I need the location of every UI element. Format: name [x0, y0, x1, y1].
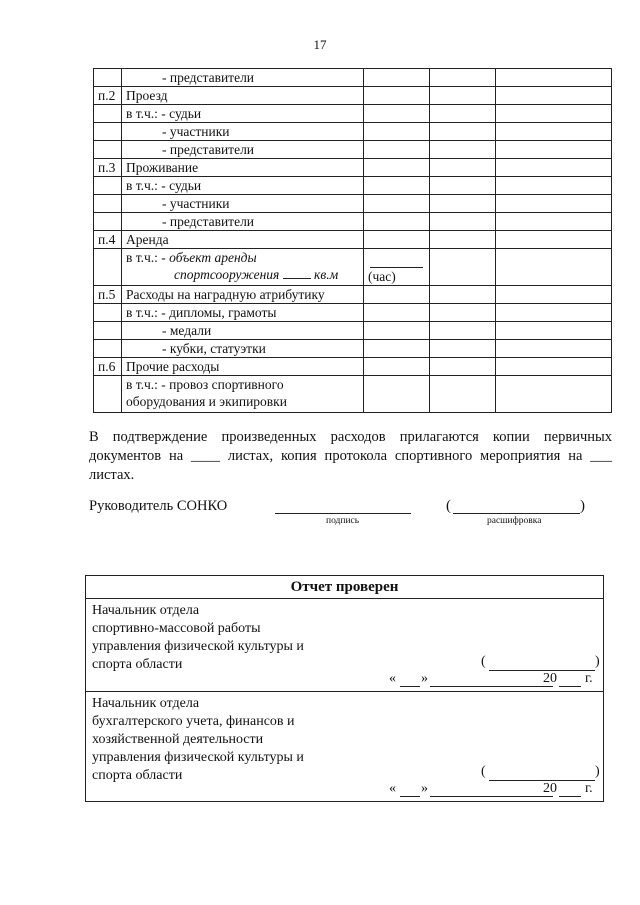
quote-close-2: » [421, 781, 428, 796]
year-1: 20 [543, 671, 557, 686]
check-table [85, 575, 604, 802]
value-cell [430, 159, 496, 177]
value-cell [430, 177, 496, 195]
value-cell [364, 69, 430, 87]
value-cell [430, 322, 496, 340]
row-number [94, 322, 122, 340]
table-row [94, 177, 612, 195]
value-cell [364, 231, 430, 249]
paren-open-2: ( [481, 764, 486, 779]
table-row [94, 304, 612, 322]
decode-caption: расшифровка [487, 516, 542, 526]
value-cell [430, 358, 496, 376]
table-row [94, 340, 612, 358]
rent-facility: спортсооружения [174, 267, 280, 282]
row-label: - представители [122, 69, 364, 87]
row-label: - кубки, статуэтки [122, 340, 364, 358]
table-row-other [94, 376, 612, 413]
table-row [94, 123, 612, 141]
table-row [94, 159, 612, 177]
check-line: управления физической культуры и [92, 639, 304, 654]
value-cell [430, 340, 496, 358]
row-label: в т.ч.: - дипломы, грамоты [122, 304, 364, 322]
confirmation-paragraph: В подтверждение произведенных расходов прилагаются копии первичных документов на ____ листах, копия протокола спортивного мероприятия на ___ листах. [89, 429, 612, 483]
value-cell [364, 213, 430, 231]
value-cell [364, 105, 430, 123]
value-cell [364, 177, 430, 195]
row-number: п.6 [94, 358, 122, 376]
table-row [94, 358, 612, 376]
value-cell [364, 87, 430, 105]
value-cell [364, 159, 430, 177]
expense-table [93, 68, 612, 413]
check-line: Начальник отдела [92, 603, 200, 618]
row-label: Проезд [122, 87, 364, 105]
value-cell [496, 231, 612, 249]
paren-close-2: ) [595, 764, 600, 779]
row-number [94, 177, 122, 195]
check-line: управления физической культуры и [92, 750, 304, 765]
rent-unit: кв.м [314, 267, 339, 282]
table-row [94, 87, 612, 105]
year-suffix-1: г. [585, 671, 593, 686]
row-number [94, 195, 122, 213]
decode-open-paren: ( [446, 498, 451, 514]
rent-hours: (час) [368, 269, 396, 284]
table-row [94, 195, 612, 213]
check-line: спорта области [92, 657, 183, 672]
value-cell [364, 304, 430, 322]
check-line: спорта области [92, 768, 183, 783]
row-number [94, 213, 122, 231]
value-cell [496, 213, 612, 231]
row-number [94, 340, 122, 358]
row-label: - медали [122, 322, 364, 340]
table-row [94, 69, 612, 87]
value-cell [364, 322, 430, 340]
value-cell [430, 231, 496, 249]
value-cell [364, 195, 430, 213]
table-row [94, 286, 612, 304]
row-number [94, 69, 122, 87]
value-cell [496, 141, 612, 159]
rent-prefix: в т.ч.: - [126, 250, 170, 265]
check-line: хозяйственной деятельности [92, 732, 264, 747]
value-cell [496, 340, 612, 358]
value-cell [430, 141, 496, 159]
value-cell [496, 358, 612, 376]
value-cell [430, 69, 496, 87]
value-cell [430, 213, 496, 231]
check-title: Отчет проверен [86, 576, 604, 599]
check-line: бухгалтерского учета, финансов и [92, 714, 295, 729]
row-number [94, 123, 122, 141]
value-cell [496, 159, 612, 177]
table-row [94, 213, 612, 231]
year-2: 20 [543, 781, 557, 796]
row-label: в т.ч.: - судьи [122, 105, 364, 123]
value-cell [496, 177, 612, 195]
value-cell [496, 322, 612, 340]
row-number: п.4 [94, 231, 122, 249]
signature-line [275, 513, 411, 514]
row-label: Аренда [122, 231, 364, 249]
row-label: в т.ч.: - судьи [122, 177, 364, 195]
other-line1: в т.ч.: - провоз спортивного [126, 377, 284, 392]
table-row-rent [94, 249, 612, 286]
value-cell [496, 304, 612, 322]
check-block-2 [87, 693, 602, 787]
row-label: Расходы на наградную атрибутику [122, 286, 364, 304]
table-row [94, 231, 612, 249]
value-cell [430, 195, 496, 213]
signature-caption: подпись [326, 516, 360, 526]
check-line: Начальник отдела [92, 696, 200, 711]
row-label: - представители [122, 213, 364, 231]
table-row [94, 322, 612, 340]
value-cell [496, 195, 612, 213]
row-label: - участники [122, 195, 364, 213]
row-label: - представители [122, 141, 364, 159]
check-line: спортивно-массовой работы [92, 621, 261, 636]
value-cell [496, 87, 612, 105]
value-cell [430, 123, 496, 141]
page-number: 17 [313, 37, 327, 52]
quote-close-1: » [421, 671, 428, 686]
value-cell [496, 123, 612, 141]
row-number [94, 105, 122, 123]
value-cell [496, 69, 612, 87]
paren-open-1: ( [481, 654, 486, 669]
row-number: п.5 [94, 286, 122, 304]
table-row [94, 141, 612, 159]
other-line2: оборудования и экипировки [126, 394, 287, 409]
row-label: - участники [122, 123, 364, 141]
quote-open-2: « [389, 781, 396, 796]
value-cell [364, 286, 430, 304]
check-block-1 [87, 600, 602, 676]
row-number [94, 304, 122, 322]
value-cell [430, 304, 496, 322]
value-cell [364, 123, 430, 141]
value-cell [430, 105, 496, 123]
value-cell [496, 105, 612, 123]
value-cell [364, 358, 430, 376]
decode-close-paren: ) [580, 498, 585, 514]
value-cell [364, 340, 430, 358]
row-label: Проживание [122, 159, 364, 177]
table-row [94, 105, 612, 123]
row-label: Прочие расходы [122, 358, 364, 376]
value-cell [496, 286, 612, 304]
value-cell [364, 141, 430, 159]
quote-open-1: « [389, 671, 396, 686]
rent-object: объект аренды [169, 250, 257, 265]
paren-close-1: ) [595, 654, 600, 669]
row-number: п.3 [94, 159, 122, 177]
value-cell [430, 87, 496, 105]
signature-label: Руководитель СОНКО [89, 498, 228, 514]
year-suffix-2: г. [585, 781, 593, 796]
value-cell [430, 286, 496, 304]
row-number: п.2 [94, 87, 122, 105]
decode-line [453, 513, 580, 514]
row-number [94, 141, 122, 159]
